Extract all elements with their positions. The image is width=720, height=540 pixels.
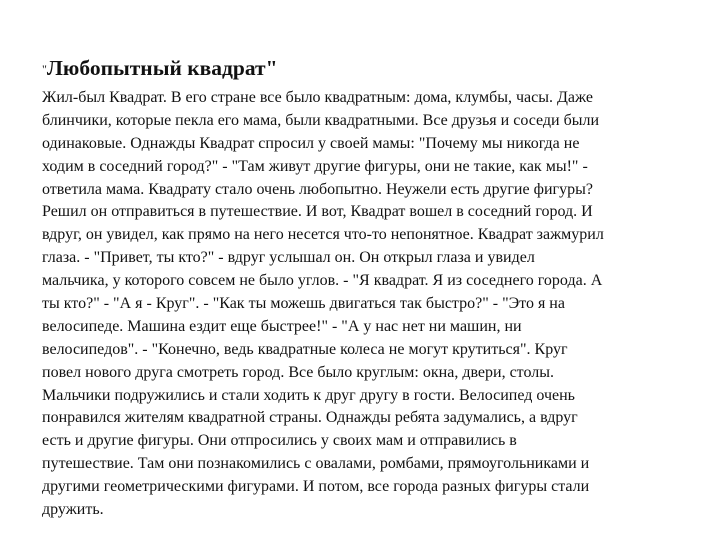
story-title-line bbox=[42, 54, 692, 85]
story-line: ты кто?" - "А я - Круг". - "Как ты можешь двигаться так быстро?" - "Это я на bbox=[42, 295, 565, 313]
story-line: блинчики, которые пекла его мама, были квадратными. Все друзья и соседи были bbox=[42, 111, 600, 129]
story-line: Жил-был Квадрат. В его стране все было квадратным: дома, клумбы, часы. Даже bbox=[42, 89, 593, 106]
story-line: велосипеде. Машина ездит еще быстрее!" - "А у нас нет ни машин, ни bbox=[42, 317, 522, 335]
story-text-block bbox=[42, 54, 692, 522]
story-line: другими геометрическими фигурами. И потом, все города разных фигуры стали bbox=[42, 478, 590, 496]
story-title: Любопытный квадрат" bbox=[46, 56, 278, 80]
story-line: повел нового друга смотреть город. Все было круглым: окна, двери, столы. bbox=[42, 363, 554, 381]
story-line: ответила мама. Квадрату стало очень любопытно. Неужели есть другие фигуры? bbox=[42, 180, 593, 198]
story-line: дружить. bbox=[42, 501, 104, 519]
story-line: Решил он отправиться в путешествие. И вот, Квадрат вошел в соседний город. И bbox=[42, 203, 593, 221]
story-line: Мальчики подружились и стали ходить к друг другу в гости. Велосипед очень bbox=[42, 386, 575, 404]
story-line: есть и другие фигуры. Они отпросились у своих мам и отправились в bbox=[42, 432, 517, 450]
story-line: ходим в соседний город?" - "Там живут другие фигуры, они не такие, как мы!" - bbox=[42, 157, 588, 175]
story-line: велосипедов". - "Конечно, ведь квадратные колеса не могут крутиться". Круг bbox=[42, 340, 568, 358]
story-line: вдруг, он увидел, как прямо на него несется что-то непонятное. Квадрат зажмурил bbox=[42, 226, 604, 244]
story-line: понравился жителям квадратной страны. Однажды ребята задумались, а вдруг bbox=[42, 409, 578, 427]
story-line: одинаковые. Однажды Квадрат спросил у своей мамы: "Почему мы никогда не bbox=[42, 134, 580, 152]
title-open-quote: " bbox=[42, 62, 47, 76]
story-line: глаза. - "Привет, ты кто?" - вдруг услышал он. Он открыл глаза и увидел bbox=[42, 249, 535, 267]
story-line: путешествие. Там они познакомились с овалами, ромбами, прямоугольниками и bbox=[42, 455, 590, 473]
story-line: мальчика, у которого совсем не было углов. - "Я квадрат. Я из соседнего города. А bbox=[42, 272, 603, 290]
